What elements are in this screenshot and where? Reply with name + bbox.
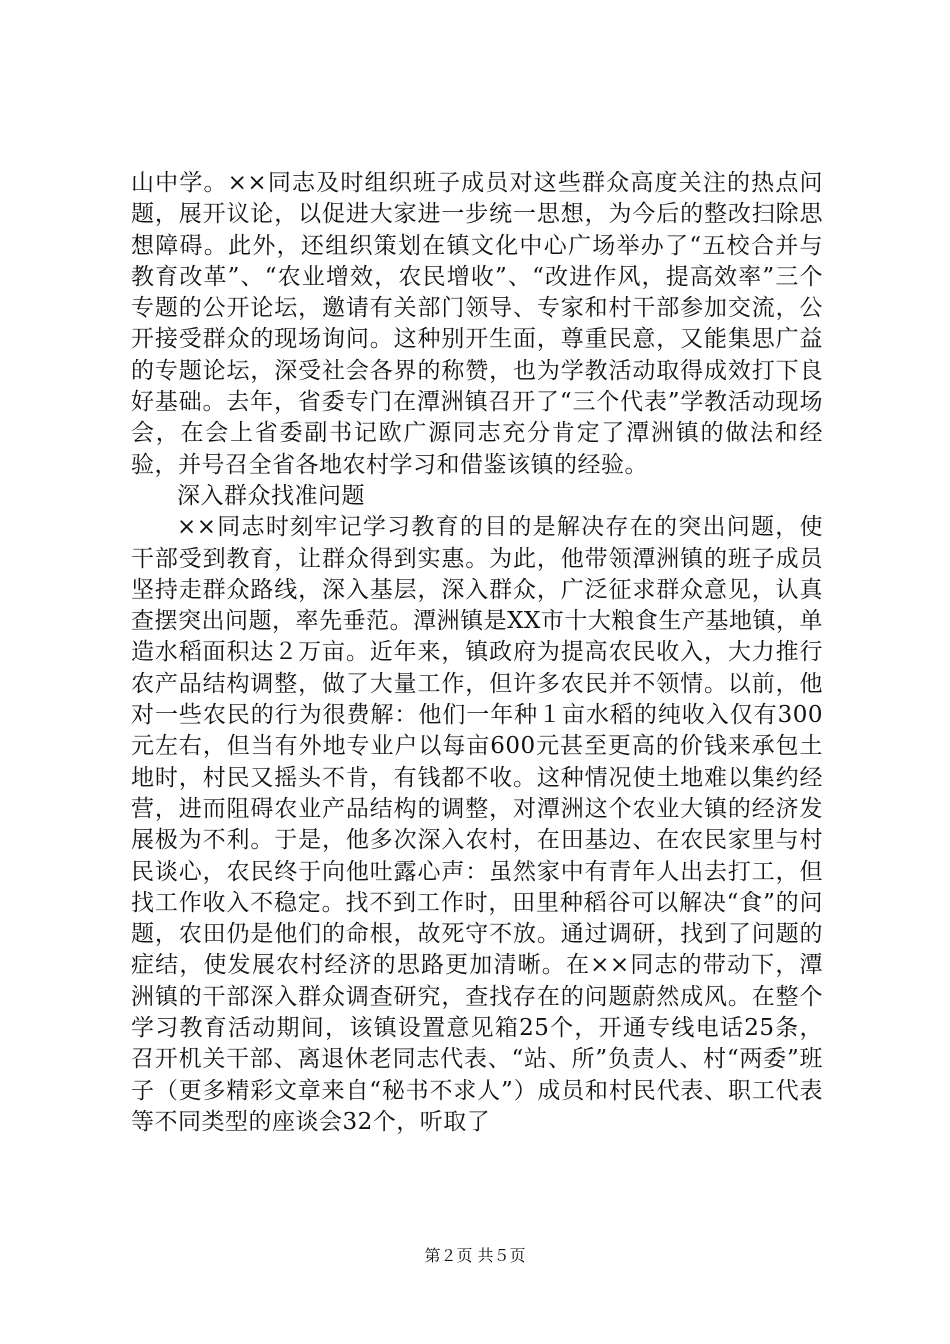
paragraph: ××同志时刻牢记学习教育的目的是解决存在的突出问题，使干部受到教育，让群众得到实惠。为此，他带领潭洲镇的班子成员坚持走群众路线，深入基层，深入群众，广泛征求群众意见，认真查摆突出问题，率先垂范。潭洲镇是XX市十大粮食生产基地镇，单造水稻面积达２万亩。近年来，镇政府为提高农民收入，大力推行农产品结构调整，做了大量工作，但许多农民并不领情。以前，他对一些农民的行为很费解：他们一年种１亩水稻的纯收入仅有300元左右，但当有外地专业户以每亩600元甚至更高的价钱来承包土地时，村民又摇头不肯，有钱都不收。这种情况使土地难以集约经营，进而阻碍农业产品结构的调整，对潭洲这个农业大镇的经济发展极为不利。于是，他多次深入农村，在田基边、在农民家里与村民谈心，农民终于向他吐露心声：虽然家中有青年人出去打工，但找工作收入不稳定。找不到工作时，田里种稻谷可以解决“食”的问题，农田仍是他们的命根，故死守不放。通过调研，找到了问题的症结，使发展农村经济的思路更加清晰。在××同志的带动下，潭洲镇的干部深入群众调查研究，查找存在的问题蔚然成风。在整个学习教育活动期间，该镇设置意见箱25个，开通专线电话25条，召开机关干部、离退休老同志代表、“站、所”负责人、村“两委”班子（更多精彩文章来自“秘书不求人”）成员和村民代表、职工代表等不同类型的座谈会32个，听取了: [131, 514, 823, 1135]
page-number-footer: 第２页 共５页: [424, 1246, 526, 1265]
paragraph-continued: 山中学。××同志及时组织班子成员对这些群众高度关注的热点问题，展开议论，以促进大家进一步统一思想，为今后的整改扫除思想障碍。此外，还组织策划在镇文化中心广场举办了“五校合并与教育改革”、“农业增效，农民增收”、“改进作风，提高效率”三个专题的公开论坛，邀请有关部门领导、专家和村干部参加交流，公开接受群众的现场询问。这种别开生面，尊重民意，又能集思广益的专题论坛，深受社会各界的称赞，也为学教活动取得成效打下良好基础。去年，省委专门在潭洲镇召开了“三个代表”学教活动现场会，在会上省委副书记欧广源同志充分肯定了潭洲镇的做法和经验，并号召全省各地农村学习和借鉴该镇的经验。: [131, 170, 823, 478]
document-body: [131, 168, 823, 1138]
section-heading: 深入群众找准问题: [177, 482, 365, 509]
